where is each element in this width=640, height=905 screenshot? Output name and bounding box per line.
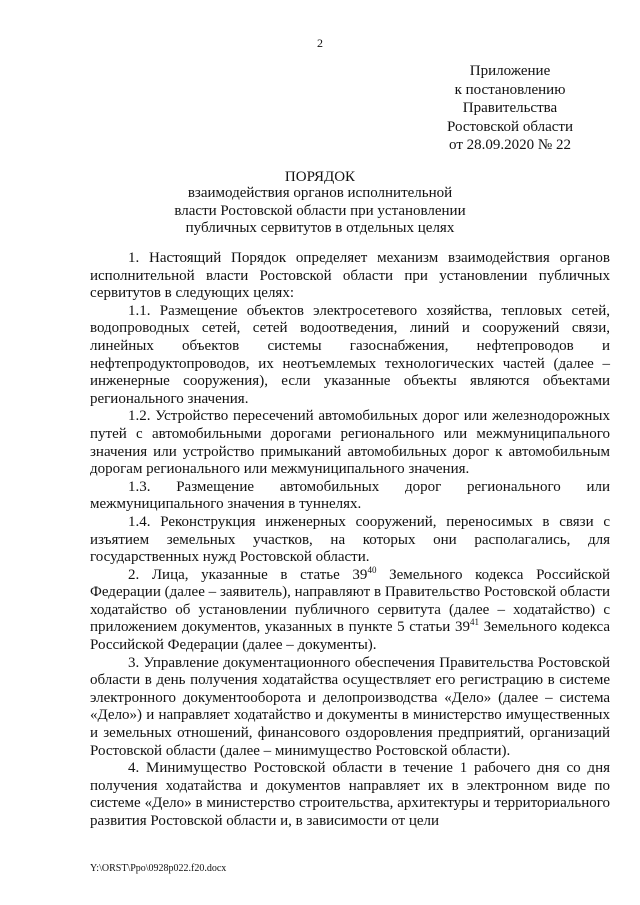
appendix-line: Приложение: [469, 63, 551, 79]
page-number: 2: [317, 36, 323, 50]
subtitle-line: публичных сервитутов в отдельных целях: [185, 220, 455, 236]
appendix-line: Правительства: [462, 100, 558, 116]
appendix-block: [420, 62, 600, 155]
appendix-line: Ростовской области: [447, 118, 573, 135]
paragraph-1-2: 1.2. Устройство пересечений автомобильных дорог или железнодорожных путей с автомобильными дорогами регионального или межмуниципального значения или устройство примыканий автомобильных дорог к автомобильным дорогам регионального или межмуниципального значения.: [90, 408, 610, 478]
appendix-line: к постановлению: [454, 81, 566, 98]
document-body: [90, 250, 610, 831]
subtitle-line: власти Ростовской области при установлении: [174, 202, 466, 219]
paragraph-1: 1. Настоящий Порядок определяет механизм взаимодействия органов исполнительной власти Ростовской области при установлении публичных сервитутов в следующих целях:: [90, 250, 610, 302]
document-subtitle: [0, 185, 640, 238]
paragraph-2-part-c: Земельного кодекса Российской Федерации (далее – документы).: [90, 619, 610, 654]
paragraph-2: [90, 564, 610, 655]
paragraph-2-part-b: Земельного кодекса Российской Федерации (далее – заявитель), направляют в Правительство Ростовской области ходатайство об установлении публичного сервитута (далее – ходатайство) с приложением документов, указанных в пункте 5 статьи 39: [90, 566, 610, 636]
article-superscript: 40: [367, 564, 377, 575]
appendix-line: от 28.09.2020 № 22: [449, 137, 571, 153]
article-superscript: 41: [469, 617, 479, 628]
footer-file-path: Y:\ORST\Ppo\0928p022.f20.docx: [90, 863, 227, 874]
paragraph-2-part-a: 2. Лица, указанные в статье 39: [128, 566, 368, 583]
paragraph-3: 3. Управление документационного обеспечения Правительства Ростовской области в день получения ходатайства осуществляет его регистрацию в системе электронного документооборота и делопроизводства «Дело» (далее – система «Дело») и направляет ходатайство и документы в министерство имущественных и земельных отношений, финансового оздоровления предприятий, организаций Ростовской области (далее – минимущество Ростовской области).: [90, 654, 610, 759]
document-title: ПОРЯДОК: [284, 169, 356, 185]
paragraph-1-4: 1.4. Реконструкция инженерных сооружений, переносимых в связи с изъятием земельных участков, на которых они располагались, для государственных нужд Ростовской области.: [90, 513, 610, 566]
paragraph-1-3: 1.3. Размещение автомобильных дорог регионального или межмуниципального значения в туннелях.: [90, 478, 610, 513]
subtitle-line: взаимодействия органов исполнительной: [187, 185, 453, 201]
paragraph-1-1: 1.1. Размещение объектов электросетевого хозяйства, тепловых сетей, водопроводных сетей, сетей водоотведения, линий и сооружений связи, линейных объектов системы газоснабжения, нефтепроводов и нефтепродуктопроводов, их неотъемлемых технологических частей (далее – инженерные сооружения), если указанные объекты являются объектами регионального значения.: [90, 302, 610, 407]
paragraph-4: 4. Минимущество Ростовской области в течение 1 рабочего дня со дня получения ходатайства и документов направляет их в электронном виде по системе «Дело» в министерство строительства, архитектуры и территориального развития Ростовской области и, в зависимости от цели: [90, 760, 610, 829]
